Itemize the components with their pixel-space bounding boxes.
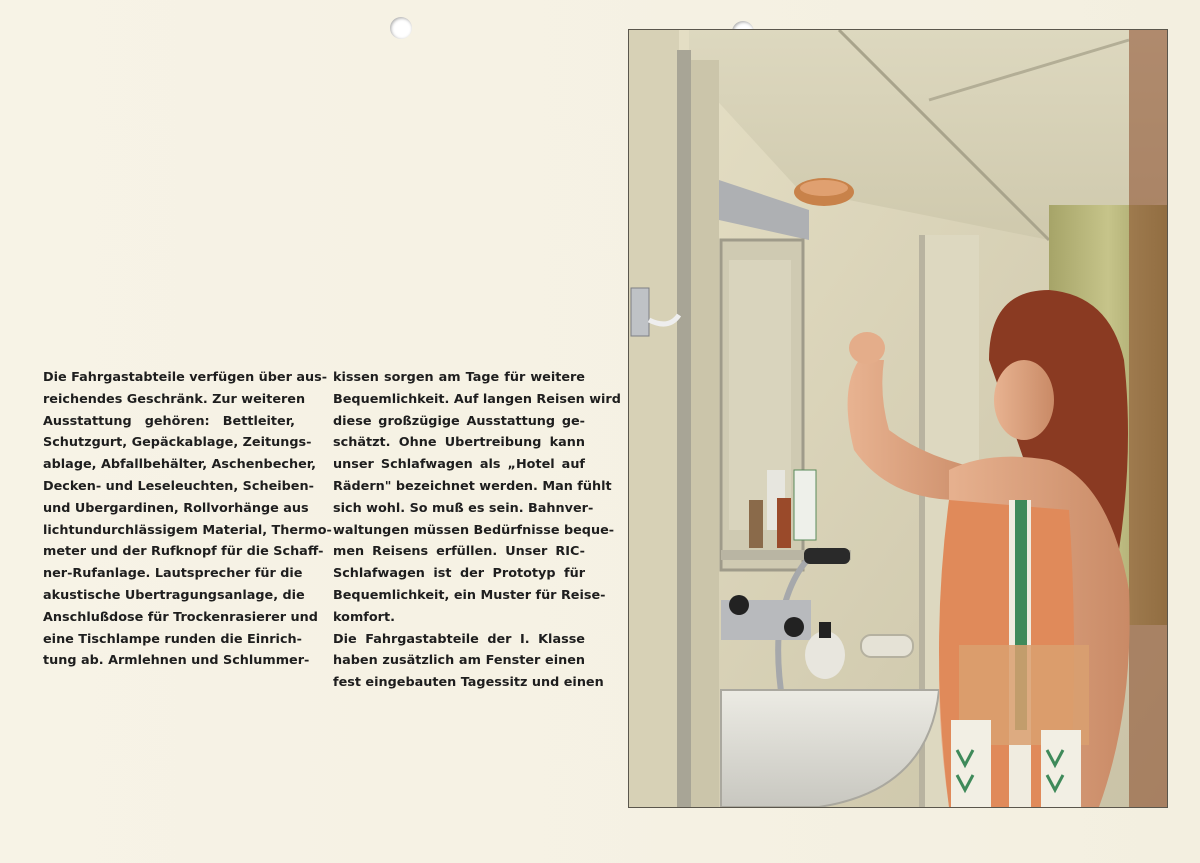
text-line: haben zusätzlich am Fenster einen (333, 653, 585, 669)
soap-dish (861, 635, 913, 657)
text-column-right (333, 367, 621, 694)
text-line: komfort. (333, 609, 395, 625)
text-line: Decken- und Leseleuchten, Scheiben- (43, 478, 314, 494)
text-line: schätzt. Ohne Ubertreibung kann (333, 435, 585, 451)
text-line: Schlafwagen ist der Prototyp für (333, 566, 585, 582)
text-line: Schutzgurt, Gepäckablage, Zeitungs- (43, 435, 312, 451)
text-line: Bequemlichkeit. Auf langen Reisen wird (333, 391, 621, 407)
text-line: unser Schlafwagen als „Hotel auf (333, 457, 585, 473)
washroom-photo (628, 29, 1168, 808)
text-line: Die Fahrgastabteile der I. Klasse (333, 631, 585, 647)
text-line: Rädern" bezeichnet werden. Man fühlt (333, 478, 612, 494)
text-line: Bequemlichkeit, ein Muster für Reise- (333, 587, 606, 603)
text-line: tung ab. Armlehnen und Schlummer- (43, 653, 310, 669)
soap-bottle (805, 631, 845, 679)
door-frame (629, 30, 679, 807)
text-line: ner-Rufanlage. Lautsprecher für die (43, 566, 303, 582)
text-line: Die Fahrgastabteile verfügen über aus- (43, 370, 328, 385)
text-column-left (43, 367, 332, 672)
text-line: diese großzügige Ausstattung ge- (333, 413, 585, 429)
binder-hole-left (390, 17, 412, 39)
text-line: waltungen müssen Bedürfnisse beque- (333, 522, 615, 538)
text-line: kissen sorgen am Tage für weitere (333, 370, 585, 385)
text-line: und Ubergardinen, Rollvorhänge aus (43, 500, 309, 516)
text-line: ablage, Abfallbehälter, Aschenbecher, (43, 457, 317, 473)
text-line: men Reisens erfüllen. Unser RIC- (333, 544, 585, 560)
text-line: reichendes Geschränk. Zur weiteren (43, 391, 306, 407)
text-line: sich wohl. So muß es sein. Bahnver- (333, 500, 594, 516)
text-line: meter und der Rufknopf für die Schaff- (43, 544, 324, 560)
text-line: eine Tischlampe runden die Einrich- (43, 631, 302, 647)
text-line: lichtundurchlässigem Material, Thermo- (43, 522, 332, 538)
text-line: Ausstattung gehören: Bettleiter, (43, 413, 295, 429)
text-line: fest eingebauten Tagessitz und einen (333, 675, 604, 691)
woman-face (994, 360, 1054, 440)
text-line: akustische Ubertragungsanlage, die (43, 587, 305, 603)
text-line: Anschlußdose für Trockenrasierer und (43, 609, 318, 625)
coat-hook (631, 288, 649, 336)
